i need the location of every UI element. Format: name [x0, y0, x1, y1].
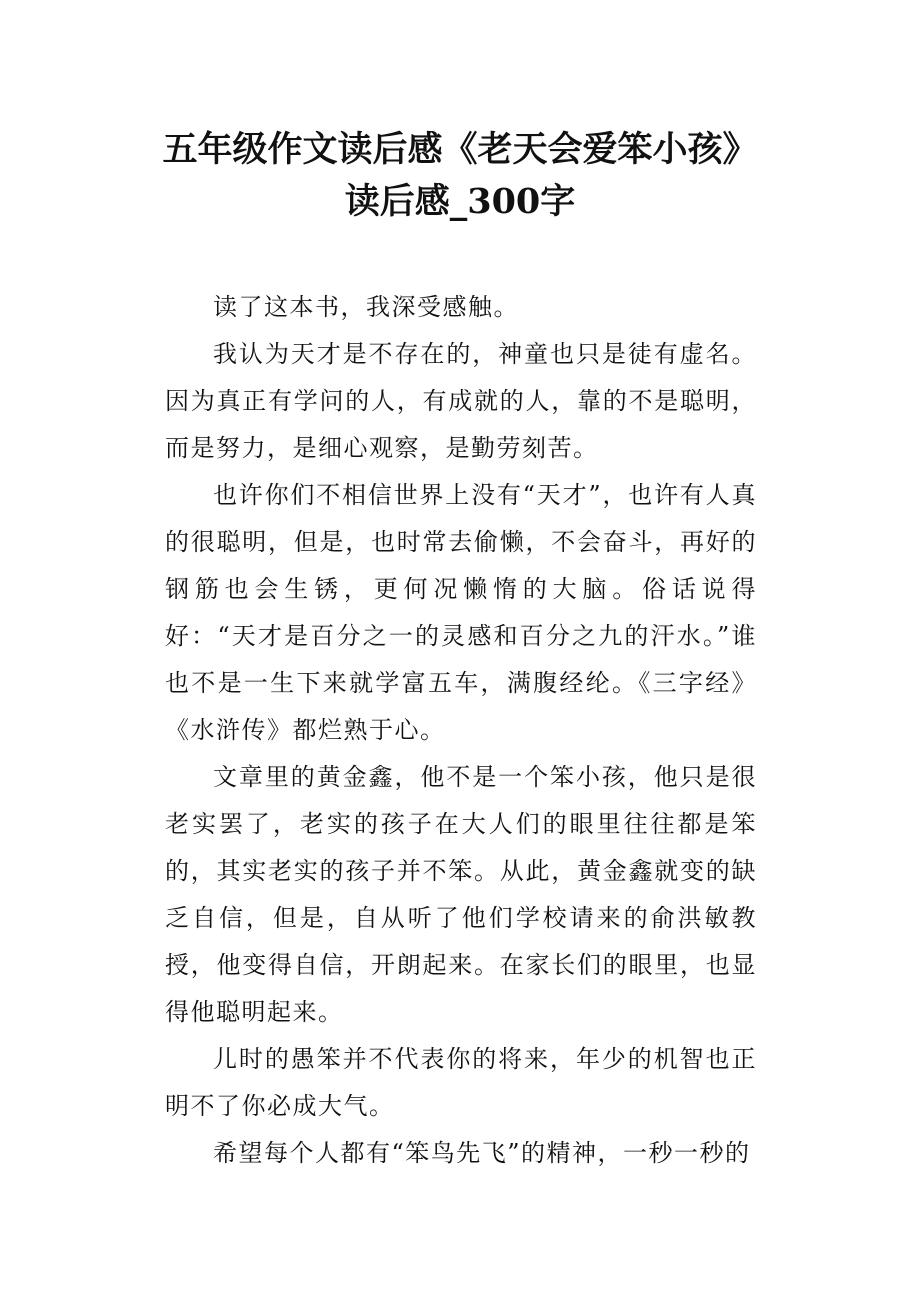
paragraph: 我认为天才是不存在的，神童也只是徒有虚名。因为真正有学问的人，有成就的人，靠的不是聪明，而是努力，是细心观察，是勤劳刻苦。	[165, 340, 757, 462]
essay-body	[165, 284, 757, 1177]
paragraph: 也许你们不相信世界上没有“天才”，也许有人真的很聪明，但是，也时常去偷懒，不会奋斗，再好的钢筋也会生锈，更何况懒惰的大脑。俗话说得好：“天才是百分之一的灵感和百分之九的汗水。”谁也不是一生下来就学富五车，满腹经纶。《三字经》《水浒传》都烂熟于心。	[165, 481, 757, 744]
title-line-1: 五年级作文读后感《老天会爱笨小孩》	[162, 129, 758, 170]
paragraph: 文章里的黄金鑫，他不是一个笨小孩，他只是很老实罢了，老实的孩子在大人们的眼里往往都是笨的，其实老实的孩子并不笨。从此，黄金鑫就变的缺乏自信，但是，自从听了他们学校请来的俞洪敏教授，他变得自信，开朗起来。在家长们的眼里，也显得他聪明起来。	[165, 763, 757, 1026]
paragraph: 希望每个人都有“笨鸟先飞”的精神，一秒一秒的	[213, 1139, 751, 1167]
document-title	[120, 124, 800, 228]
paragraph: 读了这本书，我深受感触。	[213, 293, 519, 321]
paragraph: 儿时的愚笨并不代表你的将来，年少的机智也正明不了你必成大气。	[165, 1045, 757, 1120]
title-line-2: 读后感_300字	[344, 181, 576, 222]
